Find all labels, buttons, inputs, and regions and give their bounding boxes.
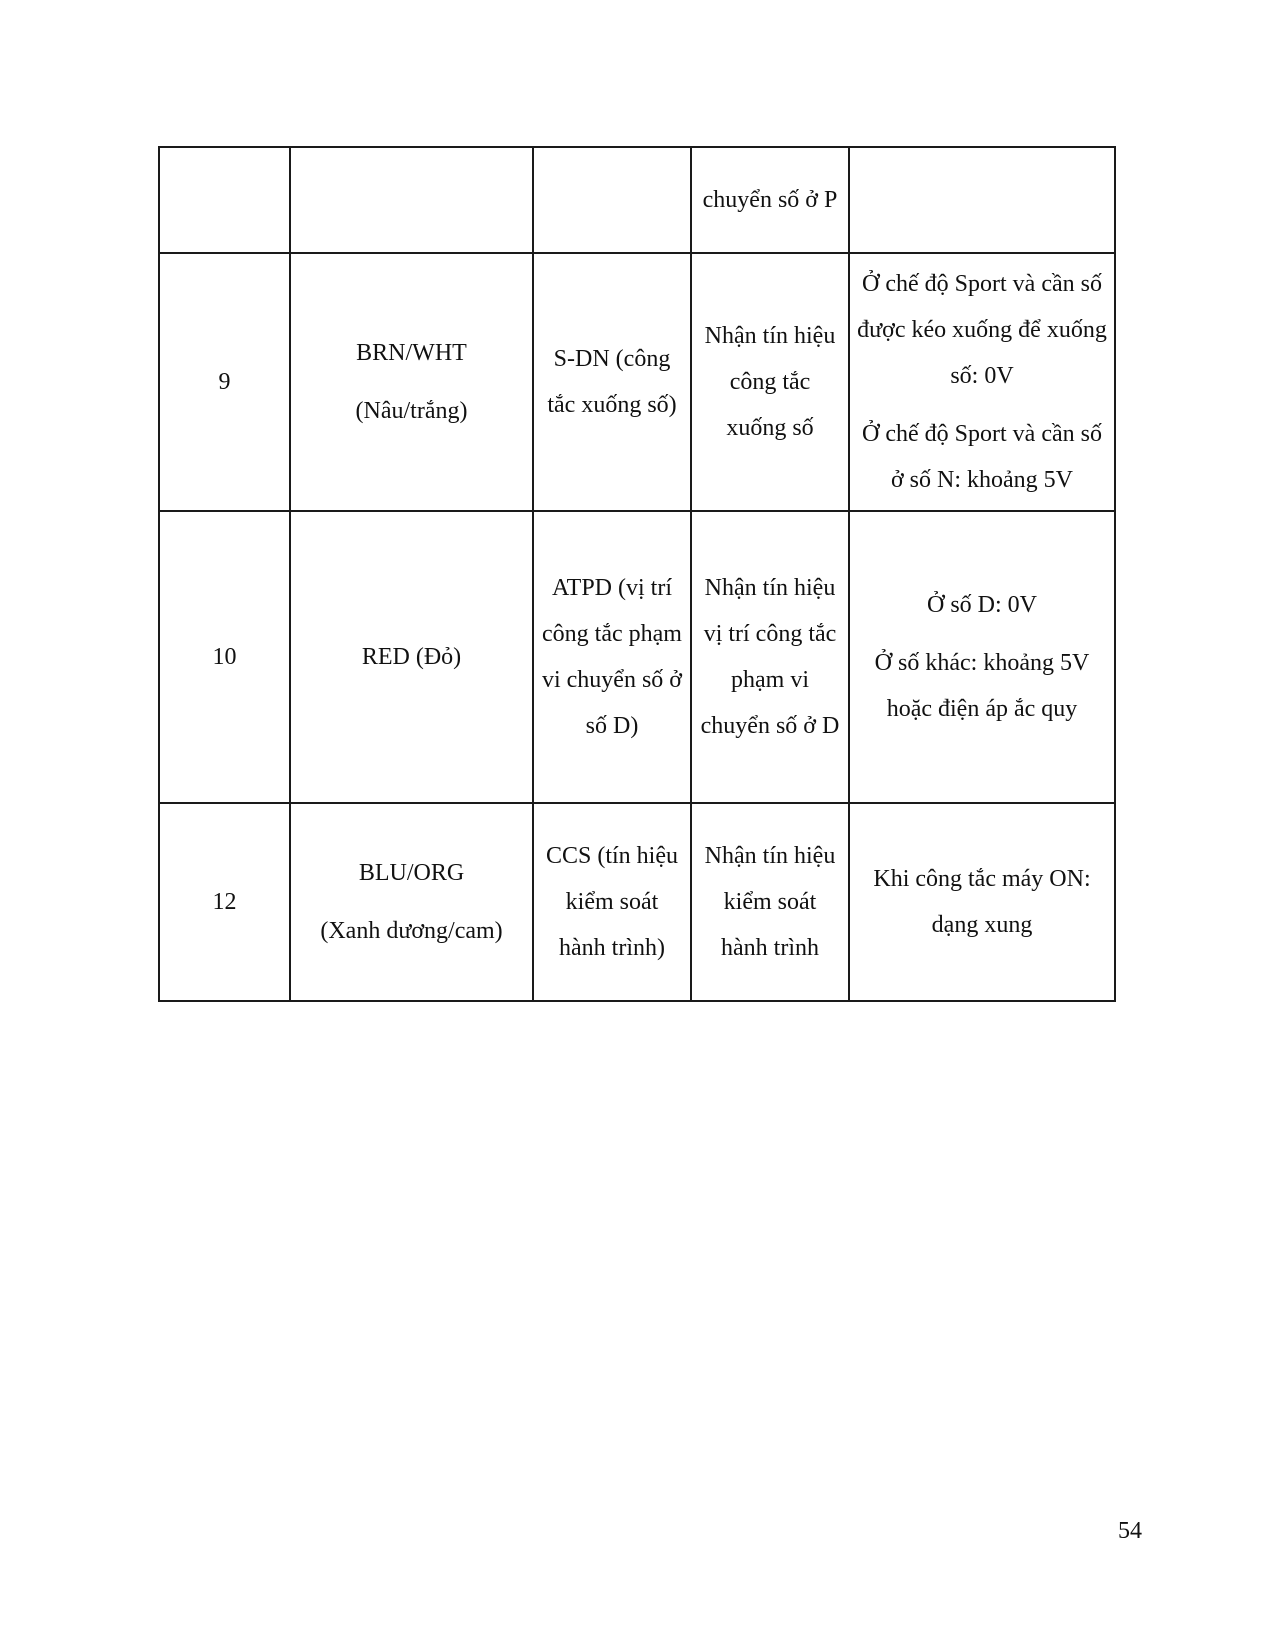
wire-color-cell <box>290 253 533 511</box>
wire-code: RED (Đỏ) <box>361 644 462 670</box>
function-cell: chuyển số ở P <box>691 147 849 253</box>
page-number: 54 <box>1118 1518 1142 1544</box>
function-cell: Nhận tín hiệu kiểm soát hành trình <box>691 803 849 1001</box>
condition-cell <box>849 511 1115 803</box>
wire-color-cell <box>290 803 533 1001</box>
terminal-cell: CCS (tín hiệu kiểm soát hành trình) <box>533 803 691 1001</box>
condition-line: Khi công tắc máy ON: dạng xung <box>873 866 1091 938</box>
condition-line: Ở số khác: khoảng 5V hoặc điện áp ắc quy <box>874 650 1090 722</box>
condition-cell <box>849 253 1115 511</box>
function-cell: Nhận tín hiệu vị trí công tắc phạm vi chuyển số ở D <box>691 511 849 803</box>
condition-line: Ở chế độ Sport và cần số ở số N: khoảng 5V <box>862 421 1102 493</box>
terminal-cell: S-DN (công tắc xuống số) <box>533 253 691 511</box>
condition-cell <box>849 147 1115 253</box>
wire-code: BRN/WHT <box>356 340 467 366</box>
terminal-cell: ATPD (vị trí công tắc phạm vi chuyển số ở số D) <box>533 511 691 803</box>
pin-signal-table <box>158 146 1116 1002</box>
pin-cell: 9 <box>159 253 290 511</box>
condition-cell <box>849 803 1115 1001</box>
table-row <box>159 253 1115 511</box>
pin-cell: 10 <box>159 511 290 803</box>
table-row <box>159 803 1115 1001</box>
condition-line: Ở chế độ Sport và cần số được kéo xuống để xuống số: 0V <box>857 271 1107 389</box>
wire-color-cell <box>290 511 533 803</box>
wire-color-name: (Nâu/trắng) <box>355 398 468 424</box>
pin-cell <box>159 147 290 253</box>
wire-color-name: (Xanh dương/cam) <box>320 918 503 944</box>
table-row <box>159 511 1115 803</box>
terminal-cell <box>533 147 691 253</box>
table-row <box>159 147 1115 253</box>
wire-code: BLU/ORG <box>358 860 465 886</box>
function-cell: Nhận tín hiệu công tắc xuống số <box>691 253 849 511</box>
wire-color-cell <box>290 147 533 253</box>
condition-line: Ở số D: 0V <box>926 592 1037 618</box>
pin-cell: 12 <box>159 803 290 1001</box>
